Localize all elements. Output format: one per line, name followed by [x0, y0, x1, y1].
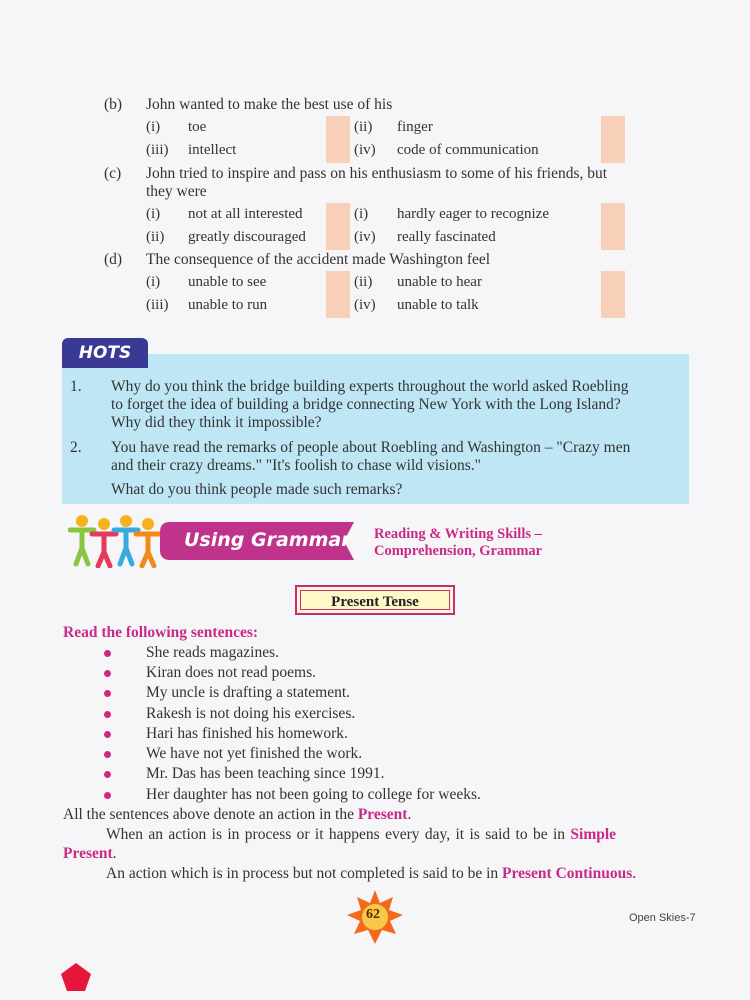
punctuation: . [407, 806, 412, 823]
highlight-term: Present [357, 806, 408, 823]
hots-line: You have read the remarks of people about Roebling and Washington – "Crazy men [111, 439, 631, 456]
option-text: finger [397, 119, 433, 135]
highlight-term: Simple [570, 826, 617, 843]
answer-box[interactable] [601, 271, 625, 295]
hots-line: What do you think people made such remarks? [111, 481, 403, 498]
option-number: (iv) [354, 142, 376, 158]
paragraph-text: An action which is in process but not completed is said to be in [106, 865, 503, 882]
skills-label: Reading & Writing Skills – [374, 526, 542, 542]
answer-box[interactable] [326, 139, 350, 163]
example-sentence: Mr. Das has been teaching since 1991. [146, 765, 385, 782]
highlight-term: Present [63, 845, 113, 862]
paragraph-present-continuous [106, 865, 636, 883]
bullet-icon [104, 751, 111, 758]
answer-box[interactable] [326, 203, 350, 227]
option-text: unable to hear [397, 274, 482, 290]
topic-box [295, 585, 455, 615]
answer-box[interactable] [601, 139, 625, 163]
paragraph-text: When an action is in process or it happens every day, it is said to be in [106, 826, 571, 843]
answer-box[interactable] [326, 226, 350, 250]
punctuation: . [632, 865, 637, 882]
option-number: (i) [354, 206, 369, 222]
option-number: (ii) [354, 274, 373, 290]
example-sentence: My uncle is drafting a statement. [146, 684, 351, 701]
hots-line: Why do you think the bridge building experts throughout the world asked Roebling [111, 378, 629, 395]
option-text: hardly eager to recognize [397, 206, 549, 222]
question-text: John wanted to make the best use of his [146, 96, 393, 113]
question-text: The consequence of the accident made Washington feel [146, 251, 491, 268]
question-text: they were [146, 183, 207, 200]
answer-box[interactable] [601, 294, 625, 318]
instruction: Read the following sentences: [63, 624, 259, 641]
banner-title: Using Grammar [184, 529, 351, 551]
bullet-icon [104, 670, 111, 677]
example-sentence: She reads magazines. [146, 644, 279, 661]
topic-title: Present Tense [300, 590, 450, 610]
option-number: (i) [146, 119, 161, 135]
option-text: unable to run [188, 297, 268, 313]
option-number: (i) [146, 274, 161, 290]
bullet-icon [104, 792, 111, 799]
example-sentence: Kiran does not read poems. [146, 664, 317, 681]
bullet-icon [104, 711, 111, 718]
answer-box[interactable] [601, 226, 625, 250]
bullet-icon [104, 690, 111, 697]
option-number: (iii) [146, 297, 169, 313]
question-letter: (b) [104, 96, 123, 113]
option-text: not at all interested [188, 206, 303, 222]
hots-item-number: 1. [70, 378, 82, 395]
hots-line: Why did they think it impossible? [111, 414, 322, 431]
page-number: 62 [366, 907, 380, 922]
option-text: unable to see [188, 274, 267, 290]
punctuation: . [112, 845, 117, 862]
bullet-icon [104, 731, 111, 738]
answer-box[interactable] [326, 271, 350, 295]
option-text: toe [188, 119, 207, 135]
example-sentence: Rakesh is not doing his exercises. [146, 705, 356, 722]
hots-line: to forget the idea of building a bridge connecting New York with the Long Island? [111, 396, 621, 413]
option-text: really fascinated [397, 229, 496, 245]
option-number: (iv) [354, 297, 376, 313]
question-letter: (d) [104, 251, 123, 268]
example-sentence: Hari has finished his homework. [146, 725, 348, 742]
book-title: Open Skies-7 [629, 912, 696, 924]
bullet-icon [104, 771, 111, 778]
example-sentence: We have not yet finished the work. [146, 745, 363, 762]
answer-box[interactable] [326, 294, 350, 318]
answer-box[interactable] [326, 116, 350, 140]
hots-line: and their crazy dreams." "It's foolish to chase wild visions." [111, 457, 482, 474]
pentagon-marker-icon [60, 962, 92, 992]
paragraph-simple-present [106, 826, 616, 844]
option-number: (iv) [354, 229, 376, 245]
answer-box[interactable] [601, 203, 625, 227]
paragraph-present [63, 806, 411, 824]
option-text: unable to talk [397, 297, 479, 313]
option-text: code of communication [397, 142, 539, 158]
question-letter: (c) [104, 165, 122, 182]
example-sentence: Her daughter has not been going to college for weeks. [146, 786, 481, 803]
option-number: (ii) [354, 119, 373, 135]
option-number: (i) [146, 206, 161, 222]
paragraph-text: All the sentences above denote an action in the [63, 806, 358, 823]
question-text: John tried to inspire and pass on his enthusiasm to some of his friends, but [146, 165, 608, 182]
children-illustration-icon [68, 512, 163, 568]
option-text: intellect [188, 142, 237, 158]
highlight-term: Present Continuous [502, 865, 633, 882]
option-number: (iii) [146, 142, 169, 158]
skills-label: Comprehension, Grammar [374, 543, 543, 559]
hots-item-number: 2. [70, 439, 82, 456]
option-number: (ii) [146, 229, 165, 245]
bullet-icon [104, 650, 111, 657]
paragraph-simple-present-cont [63, 845, 117, 863]
hots-tab: HOTS [62, 338, 148, 368]
option-text: greatly discouraged [188, 229, 306, 245]
answer-box[interactable] [601, 116, 625, 140]
